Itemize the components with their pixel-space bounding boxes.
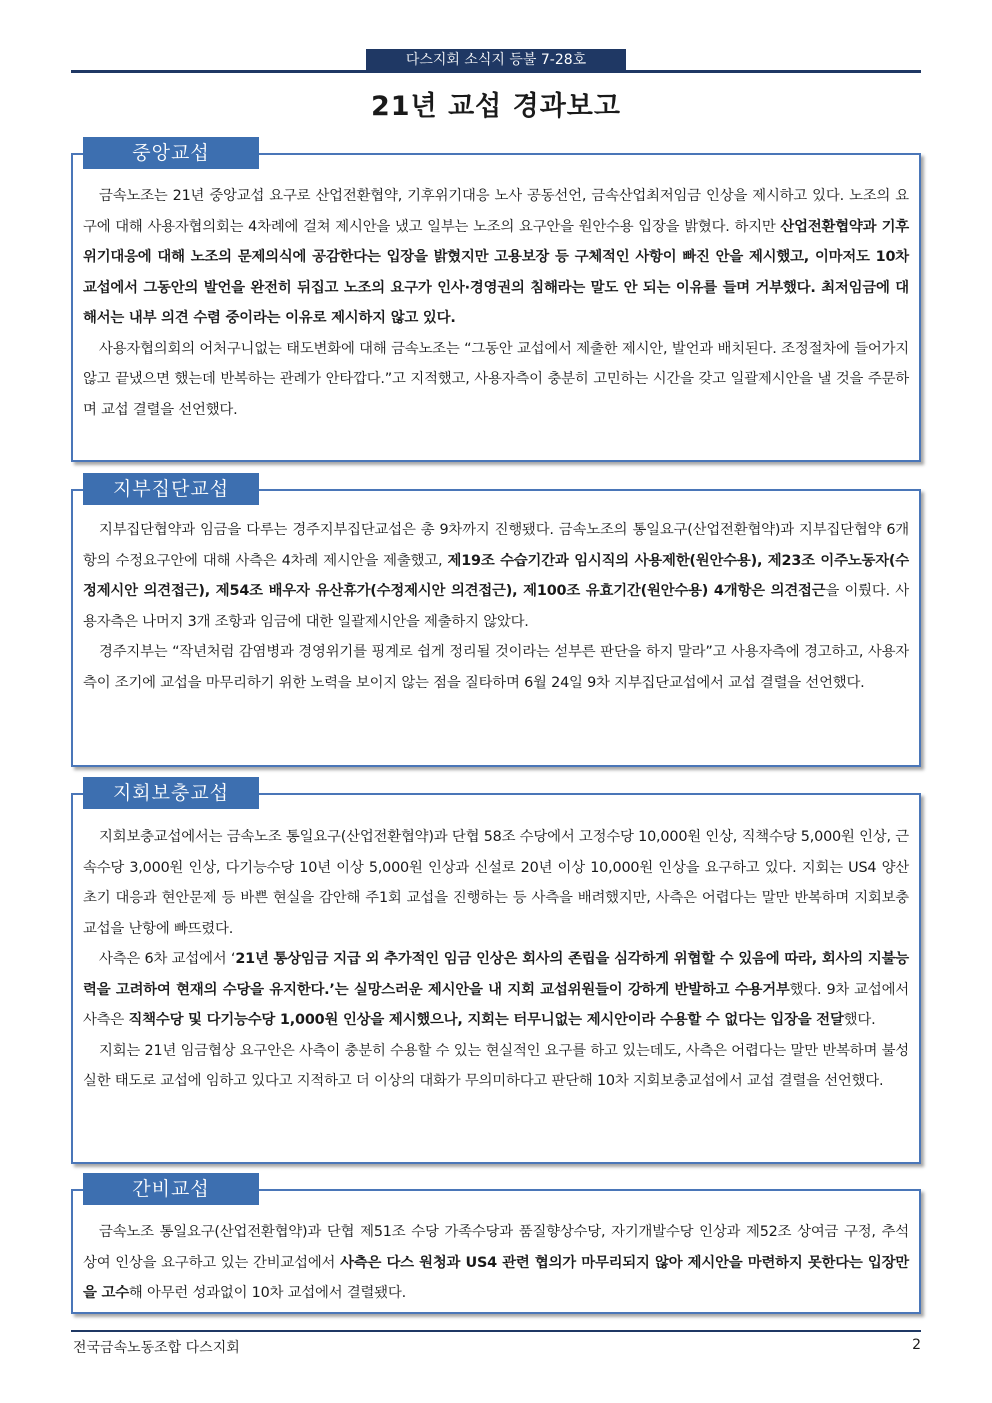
paragraph — [83, 637, 909, 698]
page-number: 2 — [912, 1337, 921, 1353]
text-run: 금속노조 통일요구(산업전환협약)과 단협 제51조 수당 가족수당과 품질향상수당, 자기개발수당 인상과 제52조 상여금 구정, 추석 상여 인상을 요구하고 있는 간비교섭에서 — [83, 1224, 909, 1271]
section-body — [83, 822, 909, 1097]
section-indirect-bargaining — [71, 1173, 921, 1314]
text-run: 사용자협의회의 어처구니없는 태도변화에 대해 금속노조는 “그동안 교섭에서 제출한 제시안, 발언과 배치된다. 조정절차에 들어가지 않고 끝냈으면 했는데 반복하는 관례가 안타깝다.”고 지적했고, 사용자측이 충분히 고민하는 시간을 갖고 일괄제시안을 낼 것을 주문하며 교섭 결렬을 선언했다. — [83, 340, 909, 418]
text-run: 했다. — [843, 1012, 876, 1028]
page-title: 21년 교섭 경과보고 — [371, 91, 621, 122]
section-body — [83, 515, 909, 698]
paragraph — [83, 181, 909, 334]
text-run: 을 이뤘다. 사용자측은 나머지 3개 조항과 임금에 대한 일괄제시안을 제출하지 않았다. — [83, 583, 909, 630]
section-box — [71, 793, 921, 1164]
section-label: 중앙교섭 — [83, 137, 259, 169]
emphasized-text: 사측은 다스 원청과 US4 관련 협의가 마무리되지 않아 제시안을 마련하지 못한다는 입장만을 고수 — [83, 1254, 909, 1301]
issue-banner: 다스지회 소식지 등불 7-28호 — [366, 49, 626, 71]
section-regional-bargaining — [71, 473, 921, 767]
footer-divider — [71, 1330, 921, 1332]
text-run: 했다. 9차 교섭에서 사측은 — [83, 981, 909, 1028]
text-run: 지부집단협약과 임금을 다루는 경주지부집단교섭은 총 9차까지 진행됐다. 금속노조의 통일요구(산업전환협약)과 지부집단협약 6개항의 수정요구안에 대해 사측은 4차례 제시안을 제출했고, — [83, 522, 909, 569]
emphasized-text: 직책수당 및 다기능수당 1,000원 인상을 제시했으나, 지회는 터무니없는 제시안이라 수용할 수 없다는 입장을 전달 — [128, 1012, 844, 1028]
footer-org: 전국금속노동조합 다스지회 — [73, 1340, 240, 1356]
section-label: 지회보충교섭 — [83, 777, 259, 809]
text-run: 해 아무런 성과없이 10차 교섭에서 결렬됐다. — [128, 1285, 407, 1301]
emphasized-text: 산업전환협약과 기후위기대응에 대해 노조의 문제의식에 공감한다는 입장을 밝혔지만 고용보장 등 구체적인 사항이 빠진 안을 제시했고, 이마저도 10차 교섭에서 그동안의 발언을 완전히 뒤집고 노조의 요구가 인사·경영권의 침해라는 말도 안 되는 이유를 들며 거부했다. 최저임금에 대해서는 내부 의견 수렴 중이라는 이유로 제시하지 않고 있다. — [83, 218, 909, 326]
emphasized-text: 제19조 수습기간과 임시직의 사용제한(원안수용), 제23조 이주노동자(수정제시안 의견접근), 제54조 배우자 유산휴가(수정제시안 의견접근), 제100조 유효기간(원안수용) 4개항은 의견접근 — [83, 552, 909, 599]
paragraph — [83, 334, 909, 426]
paragraph — [83, 822, 909, 944]
section-branch-supplementary-bargaining — [71, 777, 921, 1164]
section-body — [83, 1217, 909, 1309]
paragraph — [83, 1217, 909, 1309]
text-run: 지회보충교섭에서는 금속노조 통일요구(산업전환협약)과 단협 58조 수당에서 고정수당 10,000원 인상, 직책수당 5,000원 인상, 근속수당 3,000원 인상, 다기능수당 10년 이상 5,000원 인상과 신설로 20년 이상 10,000원 인상을 요구하고 있다. 지회는 US4 양산 초기 대응과 현안문제 등 바쁜 현실을 감안해 주1회 교섭을 진행하는 등 사측을 배려했지만, 사측은 어렵다는 말만 반복하며 지회보충교섭을 난항에 빠뜨렸다. — [83, 829, 909, 937]
text-run: 금속노조는 21년 중앙교섭 요구로 산업전환협약, 기후위기대응 노사 공동선언, 금속산업최저임금 인상을 제시하고 있다. 노조의 요구에 대해 사용자협의회는 4차례에 걸쳐 제시안을 냈고 일부는 노조의 요구안을 원안수용 입장을 밝혔다. 하지만 — [83, 188, 909, 235]
text-run: 사측은 6차 교섭에서 ‘ — [99, 951, 236, 967]
text-run: 경주지부는 “작년처럼 감염병과 경영위기를 핑계로 쉽게 정리될 것이라는 섣부른 판단을 하지 말라”고 사용자측에 경고하고, 사용자측이 조기에 교섭을 마무리하기 위한 노력을 보이지 않는 점을 질타하며 6월 24일 9차 지부집단교섭에서 교섭 결렬을 선언했다. — [83, 644, 909, 691]
section-box — [71, 153, 921, 462]
paragraph — [83, 944, 909, 1036]
emphasized-text: 21년 통상임금 지급 외 추가적인 임금 인상은 회사의 존립을 심각하게 위협할 수 있음에 따라, 회사의 지불능력을 고려하여 현재의 수당을 유지한다.’는 실망스러운 제시안을 내 지회 교섭위원들이 강하게 반발하고 수용거부 — [83, 951, 909, 998]
header-divider — [71, 70, 921, 73]
section-central-bargaining — [71, 137, 921, 462]
section-label: 지부집단교섭 — [83, 473, 259, 505]
section-label: 간비교섭 — [83, 1173, 259, 1205]
paragraph — [83, 515, 909, 637]
section-box — [71, 1189, 921, 1314]
section-box — [71, 489, 921, 767]
section-body — [83, 181, 909, 425]
paragraph — [83, 1036, 909, 1097]
text-run: 지회는 21년 임금협상 요구안은 사측이 충분히 수용할 수 있는 현실적인 요구를 하고 있는데도, 사측은 어렵다는 말만 반복하며 불성실한 태도로 교섭에 임하고 있다고 지적하고 더 이상의 대화가 무의미하다고 판단해 10차 지회보충교섭에서 교섭 결렬을 선언했다. — [83, 1042, 909, 1089]
